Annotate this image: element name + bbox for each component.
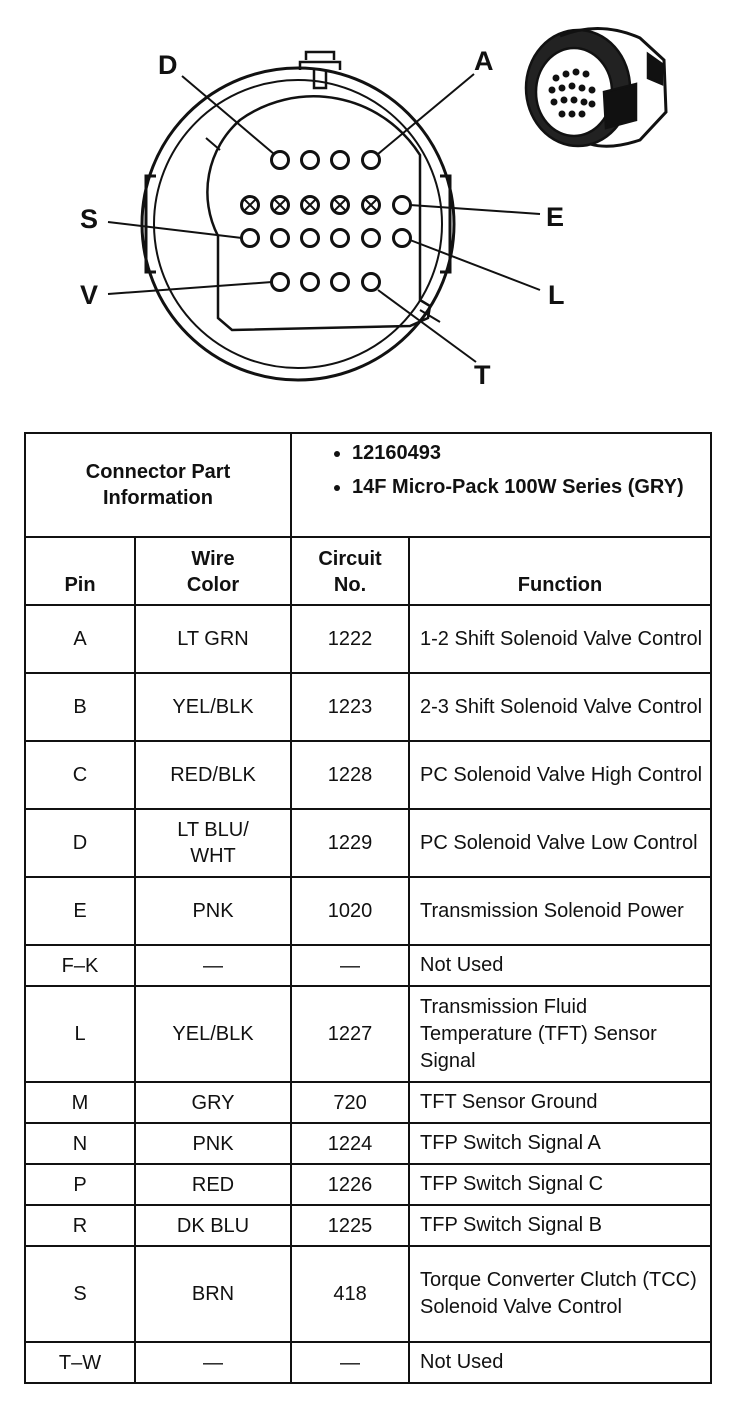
function-cell: Not Used [409,945,711,986]
pin-cell: E [25,877,135,945]
wire-color-cell: PNK [135,877,291,945]
function-cell: TFP Switch Signal C [409,1164,711,1205]
circuit-cell: 1020 [291,877,409,945]
function-cell: PC Solenoid Valve Low Control [409,809,711,877]
connector-diagram [0,0,736,410]
function-cell: 2-3 Shift Solenoid Valve Control [409,673,711,741]
pin-cell: R [25,1205,135,1246]
pin-cell: A [25,605,135,673]
column-header-row [25,537,711,605]
connector-inner-shell [154,80,442,368]
pin-cell: C [25,741,135,809]
table-row [25,809,711,877]
function-cell: Torque Converter Clutch (TCC) Solenoid Valve Control [409,1246,711,1342]
circuit-cell: 1223 [291,673,409,741]
function-cell: 1-2 Shift Solenoid Valve Control [409,605,711,673]
table-row [25,986,711,1082]
wire-color-cell: RED [135,1164,291,1205]
pin-cell: P [25,1164,135,1205]
pin-table [24,432,712,1384]
wire-color-cell: LT GRN [135,605,291,673]
pin-row-3 [242,230,411,247]
connector-info-label: Connector Part Information [25,433,291,537]
connector-info-details [291,433,711,537]
circuit-cell: — [291,945,409,986]
wire-color-cell: — [135,945,291,986]
function-cell: PC Solenoid Valve High Control [409,741,711,809]
table-row [25,673,711,741]
wire-color-cell: RED/BLK [135,741,291,809]
pin-cell: N [25,1123,135,1164]
label-pin-v: V [80,280,99,310]
circuit-cell: 1229 [291,809,409,877]
wire-color-cell: LT BLU/ WHT [135,809,291,877]
pin-row-2 [242,197,411,214]
pin-cell: S [25,1246,135,1342]
function-cell: Not Used [409,1342,711,1383]
table-row [25,1123,711,1164]
pin-cell: F–K [25,945,135,986]
table-row [25,945,711,986]
wire-color-cell: YEL/BLK [135,986,291,1082]
pin-row-1 [272,152,380,169]
circuit-cell: 1222 [291,605,409,673]
wire-color-cell: DK BLU [135,1205,291,1246]
connector-outer-shell [142,68,454,380]
table-row [25,877,711,945]
pin-cell: L [25,986,135,1082]
table-row [25,1246,711,1342]
table-row [25,1164,711,1205]
wire-color-cell: PNK [135,1123,291,1164]
circuit-cell: 1227 [291,986,409,1082]
function-cell: Transmission Solenoid Power [409,877,711,945]
pin-cell: M [25,1082,135,1123]
pin-cell: B [25,673,135,741]
header-circuit-no: Circuit No. [291,537,409,605]
circuit-cell: 1228 [291,741,409,809]
table-row [25,1082,711,1123]
function-cell: TFT Sensor Ground [409,1082,711,1123]
wire-color-cell: — [135,1342,291,1383]
circuit-cell: 1224 [291,1123,409,1164]
connector-part-number: • 12160493 [352,440,704,466]
header-wire-color: Wire Color [135,537,291,605]
label-pin-d: D [158,50,178,80]
wire-color-cell: BRN [135,1246,291,1342]
label-pin-l: L [548,280,565,310]
label-pin-t: T [474,360,491,390]
pin-row-4 [272,274,380,291]
label-pin-s: S [80,204,99,234]
connector-info-row [25,433,711,537]
circuit-cell: 418 [291,1246,409,1342]
label-pin-e: E [546,202,565,232]
function-cell: Transmission Fluid Temperature (TFT) Sensor Signal [409,986,711,1082]
label-pin-a: A [474,46,494,76]
table-row [25,605,711,673]
wire-color-cell: GRY [135,1082,291,1123]
connector-series: • 14F Micro-Pack 100W Series (GRY) [352,474,704,500]
wire-color-cell: YEL/BLK [135,673,291,741]
pin-cell: D [25,809,135,877]
table-row [25,741,711,809]
connector-thumbnail [526,28,666,146]
function-cell: TFP Switch Signal B [409,1205,711,1246]
pin-rows [25,605,711,1383]
header-pin: Pin [25,537,135,605]
circuit-cell: — [291,1342,409,1383]
table-row [25,1205,711,1246]
pin-cell: T–W [25,1342,135,1383]
circuit-cell: 1226 [291,1164,409,1205]
function-cell: TFP Switch Signal A [409,1123,711,1164]
circuit-cell: 720 [291,1082,409,1123]
circuit-cell: 1225 [291,1205,409,1246]
table-row [25,1342,711,1383]
header-function: Function [409,537,711,605]
